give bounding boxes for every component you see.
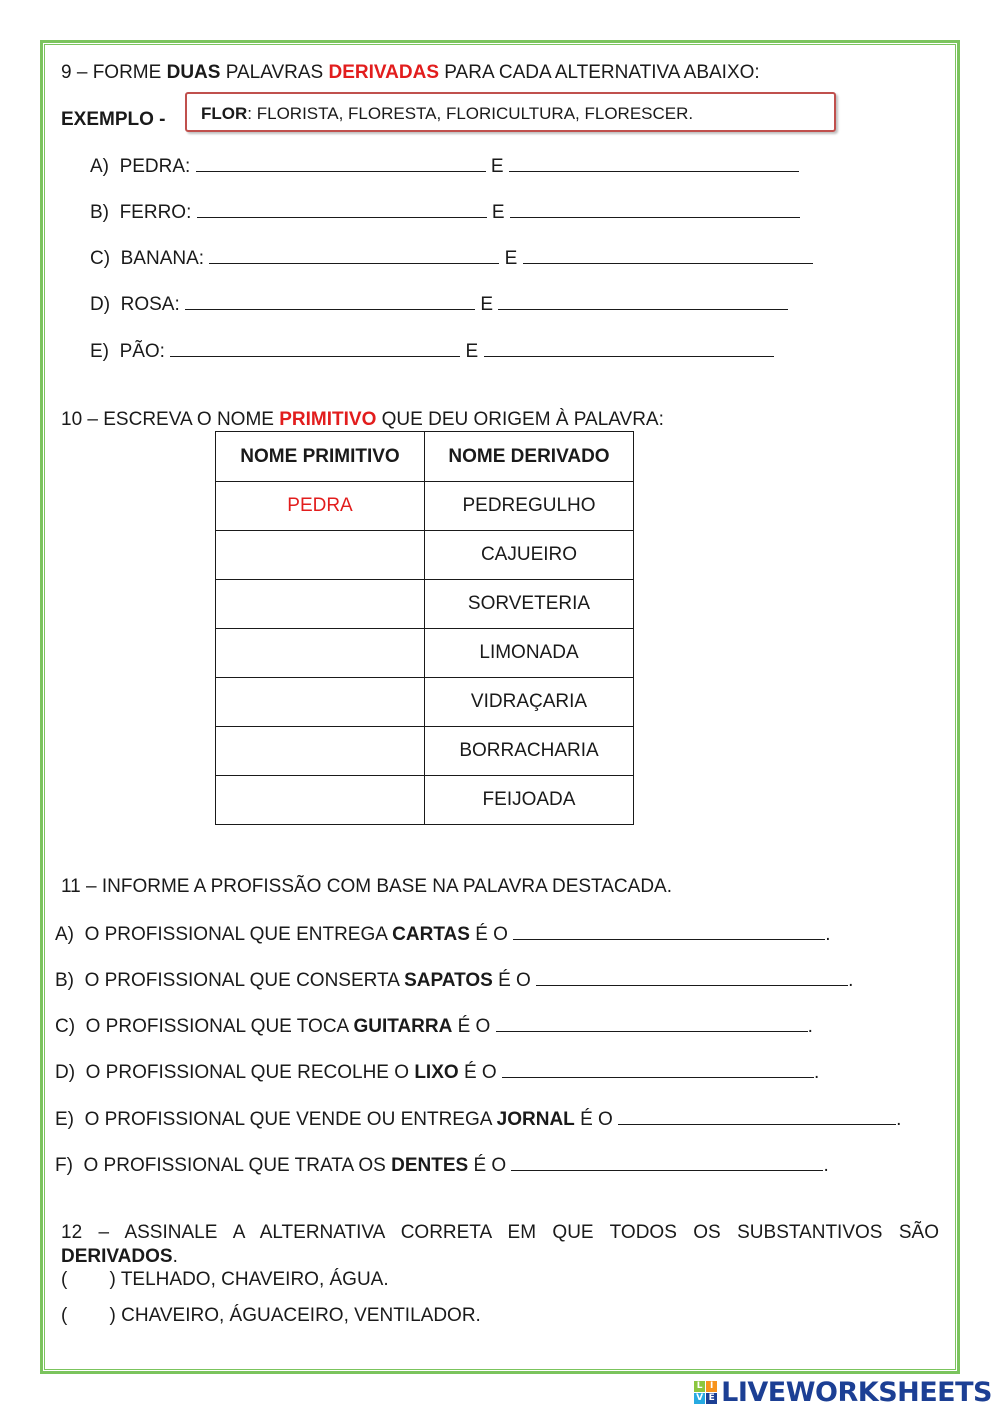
primitive-cell[interactable]: PEDRA xyxy=(216,482,425,531)
answer-line[interactable] xyxy=(185,293,475,310)
primitive-cell[interactable] xyxy=(216,629,425,678)
q10-emphasis-primitivo: PRIMITIVO xyxy=(279,409,377,430)
answer-line[interactable] xyxy=(197,201,487,218)
table-row xyxy=(216,727,634,776)
q11-item-d: D) O PROFISSIONAL QUE RECOLHE O LIXO É O . xyxy=(55,1062,820,1083)
answer-line[interactable] xyxy=(498,293,788,310)
answer-line[interactable] xyxy=(496,1015,808,1032)
table-row xyxy=(216,531,634,580)
derived-cell: FEIJOADA xyxy=(425,776,634,825)
example-box xyxy=(185,92,836,132)
answer-line[interactable] xyxy=(523,247,813,264)
primitive-cell[interactable] xyxy=(216,531,425,580)
derived-cell: LIMONADA xyxy=(425,629,634,678)
primitive-cell[interactable] xyxy=(216,727,425,776)
q9-number: 9 – xyxy=(61,62,88,83)
table-row xyxy=(216,678,634,727)
q9-item-b: B) FERRO: E xyxy=(90,201,800,224)
q12-title: 12 – ASSINALE A ALTERNATIVA CORRETA EM QUE TODOS OS SUBSTANTIVOS SÃO xyxy=(61,1222,939,1243)
q12-title-cont: DERIVADOS. xyxy=(61,1246,178,1267)
primitive-cell[interactable] xyxy=(216,678,425,727)
q10-title: 10 – ESCREVA O NOME PRIMITIVO QUE DEU ORIGEM À PALAVRA: xyxy=(61,409,664,430)
q11-item-b: B) O PROFISSIONAL QUE CONSERTA SAPATOS É O . xyxy=(55,970,854,991)
example-label: EXEMPLO - xyxy=(61,109,166,130)
answer-line[interactable] xyxy=(196,155,486,172)
primitive-cell[interactable] xyxy=(216,776,425,825)
q12-option-1[interactable]: ( ) TELHADO, CHAVEIRO, ÁGUA. xyxy=(61,1269,389,1290)
derived-cell: PEDREGULHO xyxy=(425,482,634,531)
q11-title: 11 – INFORME A PROFISSÃO COM BASE NA PALAVRA DESTACADA. xyxy=(61,876,672,897)
derived-cell: VIDRAÇARIA xyxy=(425,678,634,727)
q9-item-c: C) BANANA: E xyxy=(90,247,813,270)
table-header-row xyxy=(216,432,634,482)
q9-emphasis-duas: DUAS xyxy=(166,62,221,83)
q11-item-f: F) O PROFISSIONAL QUE TRATA OS DENTES É O . xyxy=(55,1155,829,1176)
word-table xyxy=(215,431,634,825)
logo-icon: L I V E xyxy=(694,1381,717,1404)
q9-item-d: D) ROSA: E xyxy=(90,293,788,316)
q9-item-e: E) PÃO: E xyxy=(90,340,774,363)
answer-line[interactable] xyxy=(510,201,800,218)
answer-line[interactable] xyxy=(536,969,848,986)
example-word: FLOR xyxy=(201,104,248,123)
primitive-cell[interactable] xyxy=(216,580,425,629)
q9-emphasis-derivadas: DERIVADAS xyxy=(328,62,440,83)
q11-item-e: E) O PROFISSIONAL QUE VENDE OU ENTREGA JORNAL É O . xyxy=(55,1109,902,1130)
derived-cell: CAJUEIRO xyxy=(425,531,634,580)
answer-line[interactable] xyxy=(209,247,499,264)
answer-line[interactable] xyxy=(509,155,799,172)
table-row xyxy=(216,482,634,531)
q12-option-2[interactable]: ( ) CHAVEIRO, ÁGUACEIRO, VENTILADOR. xyxy=(61,1305,481,1326)
checkbox-paren[interactable]: ( ) xyxy=(61,1269,116,1290)
q11-item-c: C) O PROFISSIONAL QUE TOCA GUITARRA É O . xyxy=(55,1016,813,1037)
table-row xyxy=(216,776,634,825)
header-primitive: NOME PRIMITIVO xyxy=(216,432,425,482)
q9-title: 9 – FORME DUAS PALAVRAS DERIVADAS PARA CADA ALTERNATIVA ABAIXO: xyxy=(61,62,760,83)
answer-line[interactable] xyxy=(502,1061,814,1078)
q12-emphasis-derivados: DERIVADOS xyxy=(61,1246,173,1267)
checkbox-paren[interactable]: ( ) xyxy=(61,1305,116,1326)
answer-line[interactable] xyxy=(170,340,460,357)
liveworksheets-logo xyxy=(694,1377,992,1407)
answer-line[interactable] xyxy=(618,1108,896,1125)
derived-cell: BORRACHARIA xyxy=(425,727,634,776)
answer-line[interactable] xyxy=(511,1154,823,1171)
table-row xyxy=(216,629,634,678)
logo-text: LIVEWORKSHEETS xyxy=(721,1376,992,1408)
example-derivatives: : FLORISTA, FLORESTA, FLORICULTURA, FLORESCER. xyxy=(247,104,694,123)
q11-item-a: A) O PROFISSIONAL QUE ENTREGA CARTAS É O . xyxy=(55,924,831,945)
header-derived: NOME DERIVADO xyxy=(425,432,634,482)
answer-line[interactable] xyxy=(513,923,825,940)
table-row xyxy=(216,580,634,629)
q9-item-a: A) PEDRA: E xyxy=(90,155,799,178)
answer-line[interactable] xyxy=(484,340,774,357)
derived-cell: SORVETERIA xyxy=(425,580,634,629)
